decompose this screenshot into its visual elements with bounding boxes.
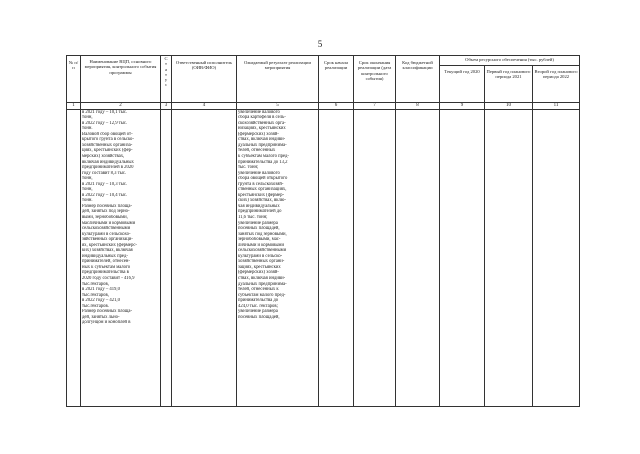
program-activities-table <box>66 55 580 407</box>
text-line: тыс.гектаров. <box>82 303 109 309</box>
text-line: циях, крестьянских (фер- <box>82 148 133 154</box>
text-line: ных к субъектам малого <box>82 264 131 270</box>
column-number: 6 <box>319 103 354 110</box>
header-status-letter: у <box>164 77 168 83</box>
table-row <box>67 109 580 406</box>
text-line: зяйственных организаци- <box>82 237 133 243</box>
text-line: увеличение размера <box>238 309 278 315</box>
cell-num <box>67 109 81 406</box>
expected-result-text <box>238 110 317 321</box>
text-line: масличными и кормовыми <box>82 220 136 226</box>
page-number: 5 <box>317 39 323 49</box>
cell-year-current <box>440 109 485 406</box>
text-line: ственных организациях, <box>238 187 287 193</box>
text-line: к субъектам малого пред- <box>238 153 289 159</box>
column-number-row <box>67 103 580 110</box>
column-number: 11 <box>533 103 580 110</box>
cell-budget-code <box>396 109 440 406</box>
text-line: индивидуальных пред- <box>82 253 128 259</box>
header-status-letter: С <box>164 56 168 61</box>
text-line: тонн. <box>82 126 93 132</box>
text-line: выми, зернобобовыми, <box>82 214 128 220</box>
text-line: тыс. тонн; <box>238 165 259 171</box>
header-executor: Ответственный исполнитель (ОИВ/ФИО) <box>172 56 237 103</box>
text-line: (фермерских) хозяй- <box>238 270 279 276</box>
cell-year-first <box>485 109 533 406</box>
text-line: тонн, <box>82 176 93 182</box>
text-line: предпринимательства в <box>82 270 129 276</box>
header-year-current: Текущий год 2020 <box>440 66 485 103</box>
text-line: в 2021 году – 10,1 тыс. <box>82 109 128 115</box>
text-line: ствах, включая индиви- <box>238 137 286 143</box>
text-line: личными и кормовыми <box>238 242 284 248</box>
text-line: низациях, крестьянских <box>238 126 286 132</box>
text-line: дуальных предпринима- <box>238 142 287 148</box>
header-funding-group: Объем ресурсного обеспечения (тыс. рублей) <box>440 56 580 66</box>
text-line: посевных площадей, <box>238 226 280 232</box>
text-line: тыс.гектаров, <box>82 292 109 298</box>
text-line: увеличение валового <box>238 170 280 176</box>
column-number: 2 <box>81 103 161 110</box>
header-result: Ожидаемый результат реализации мероприятия <box>237 56 319 103</box>
text-line: тыс.гектаров, <box>82 281 109 287</box>
header-budget-code: Код бюджетной классификации <box>396 56 440 103</box>
text-line: предпринимателей до <box>238 209 282 215</box>
text-line: предпринимателей в 2020 <box>82 165 134 171</box>
text-line: культурами в сельско- <box>238 253 283 259</box>
text-line: 424,0 тыс. гектаров; <box>238 303 278 309</box>
text-line: крытого грунта в сельско- <box>82 137 134 143</box>
text-line: посевных площадей, <box>238 314 280 320</box>
text-line: в 2021 году – 10,3 тыс. <box>82 181 128 187</box>
text-line: ких) хозяйствах, включая <box>82 248 133 254</box>
column-number: 5 <box>237 103 319 110</box>
header-num: № п/п <box>67 56 81 103</box>
text-line: долгунцом и коноплей в <box>82 320 131 326</box>
cell-result <box>237 109 319 406</box>
text-line: дей, занятых под зерно- <box>82 209 130 215</box>
text-line: хозяйственных организа- <box>82 142 133 148</box>
text-line: мерских) хозяйствах, <box>82 153 125 159</box>
text-line: ях, крестьянских (фермерс- <box>82 242 137 248</box>
text-line: принимателей, отнесен- <box>82 259 130 265</box>
column-number: 4 <box>172 103 237 110</box>
text-line: Валовой сбор овощей от- <box>82 131 133 137</box>
header-end: Срок окончания реализации (дата контрольного события) <box>354 56 396 103</box>
header-status-letter: а <box>164 66 168 72</box>
text-line: сбора картофеля в сель- <box>238 115 286 121</box>
text-line: занятых под зерновыми, <box>238 231 287 237</box>
activity-description <box>82 110 159 326</box>
text-line: Размер посевных площа- <box>82 309 133 315</box>
text-line: хозяйственных органи- <box>238 259 285 265</box>
text-line: включая индивидуальных <box>82 159 134 165</box>
text-line: принимательства до <box>238 298 279 304</box>
column-number: 7 <box>354 103 396 110</box>
column-number: 9 <box>440 103 485 110</box>
text-line: в 2022 году – 421,0 <box>82 298 120 304</box>
text-line: зациях, крестьянских <box>238 264 281 270</box>
text-line: сельскохозяйственными <box>82 226 131 232</box>
cell-year-second <box>533 109 580 406</box>
text-line: в 2022 году – 12,9 тыс. <box>82 120 128 126</box>
text-line: в 2022 году – 10,4 тыс. <box>82 192 128 198</box>
header-status-letter: с <box>164 82 168 88</box>
text-line: сбора овощей открытого <box>238 176 288 182</box>
text-line: (фермерских) хозяй- <box>238 131 279 137</box>
text-line: увеличение валового <box>238 109 280 115</box>
text-line: субъектам малого пред- <box>238 292 286 298</box>
cell-executor <box>172 109 237 406</box>
cell-status <box>161 109 172 406</box>
header-year-first: Первый год планового периода 2021 <box>485 66 533 103</box>
text-line: тонн, <box>82 115 93 121</box>
column-number: 1 <box>67 103 81 110</box>
header-status-text <box>162 56 170 88</box>
text-line: году составит 8,3 тыс. <box>82 170 127 176</box>
text-line: тонн. <box>82 198 93 204</box>
cell-end <box>354 109 396 406</box>
column-number: 10 <box>485 103 533 110</box>
text-line: 11,6 тыс. тонн; <box>238 214 268 220</box>
cell-start <box>319 109 354 406</box>
text-line: телей, отнесенных <box>238 148 276 154</box>
text-line: ствах, включая индиви- <box>238 276 286 281</box>
text-line: крестьянских (фермер- <box>238 192 285 198</box>
text-line: сельскохозяйственными <box>238 248 287 254</box>
cell-name <box>81 109 161 406</box>
text-line: принимательства до 13,2 <box>238 159 288 165</box>
header-status <box>161 56 172 103</box>
header-status-letter: т <box>164 71 167 77</box>
text-line: тонн, <box>82 187 93 193</box>
text-line: телей, отнесенных к <box>238 287 279 293</box>
text-line: скохозяйственных орга- <box>238 120 286 126</box>
text-line: Размер посевных площа- <box>82 203 133 209</box>
text-line: дуальных предпринима- <box>238 281 287 287</box>
header-status-letter: т <box>164 61 167 67</box>
header-name: Наименование ВЦП, основного мероприятия, контрольного события программы <box>81 56 161 103</box>
text-line: грунта в сельскохозяй- <box>238 181 284 187</box>
text-line: в 2021 году – 419,0 <box>82 287 120 293</box>
column-number: 3 <box>161 103 172 110</box>
header-year-second: Второй год планового периода 2022 <box>533 66 580 103</box>
text-line: ских) хозяйствах, вклю- <box>238 198 286 204</box>
text-line: чая индивидуальных <box>238 203 280 209</box>
text-line: увеличение размера <box>238 220 278 226</box>
text-line: культурами в сельскохо- <box>82 231 131 237</box>
text-line: 2020 году составит - 416,9 <box>82 276 135 281</box>
column-number: 8 <box>396 103 440 110</box>
text-line: дей, занятых льно- <box>82 314 120 320</box>
header-start: Срок начала реализации <box>319 56 354 103</box>
text-line: зернобобовыми, мас- <box>238 237 281 243</box>
